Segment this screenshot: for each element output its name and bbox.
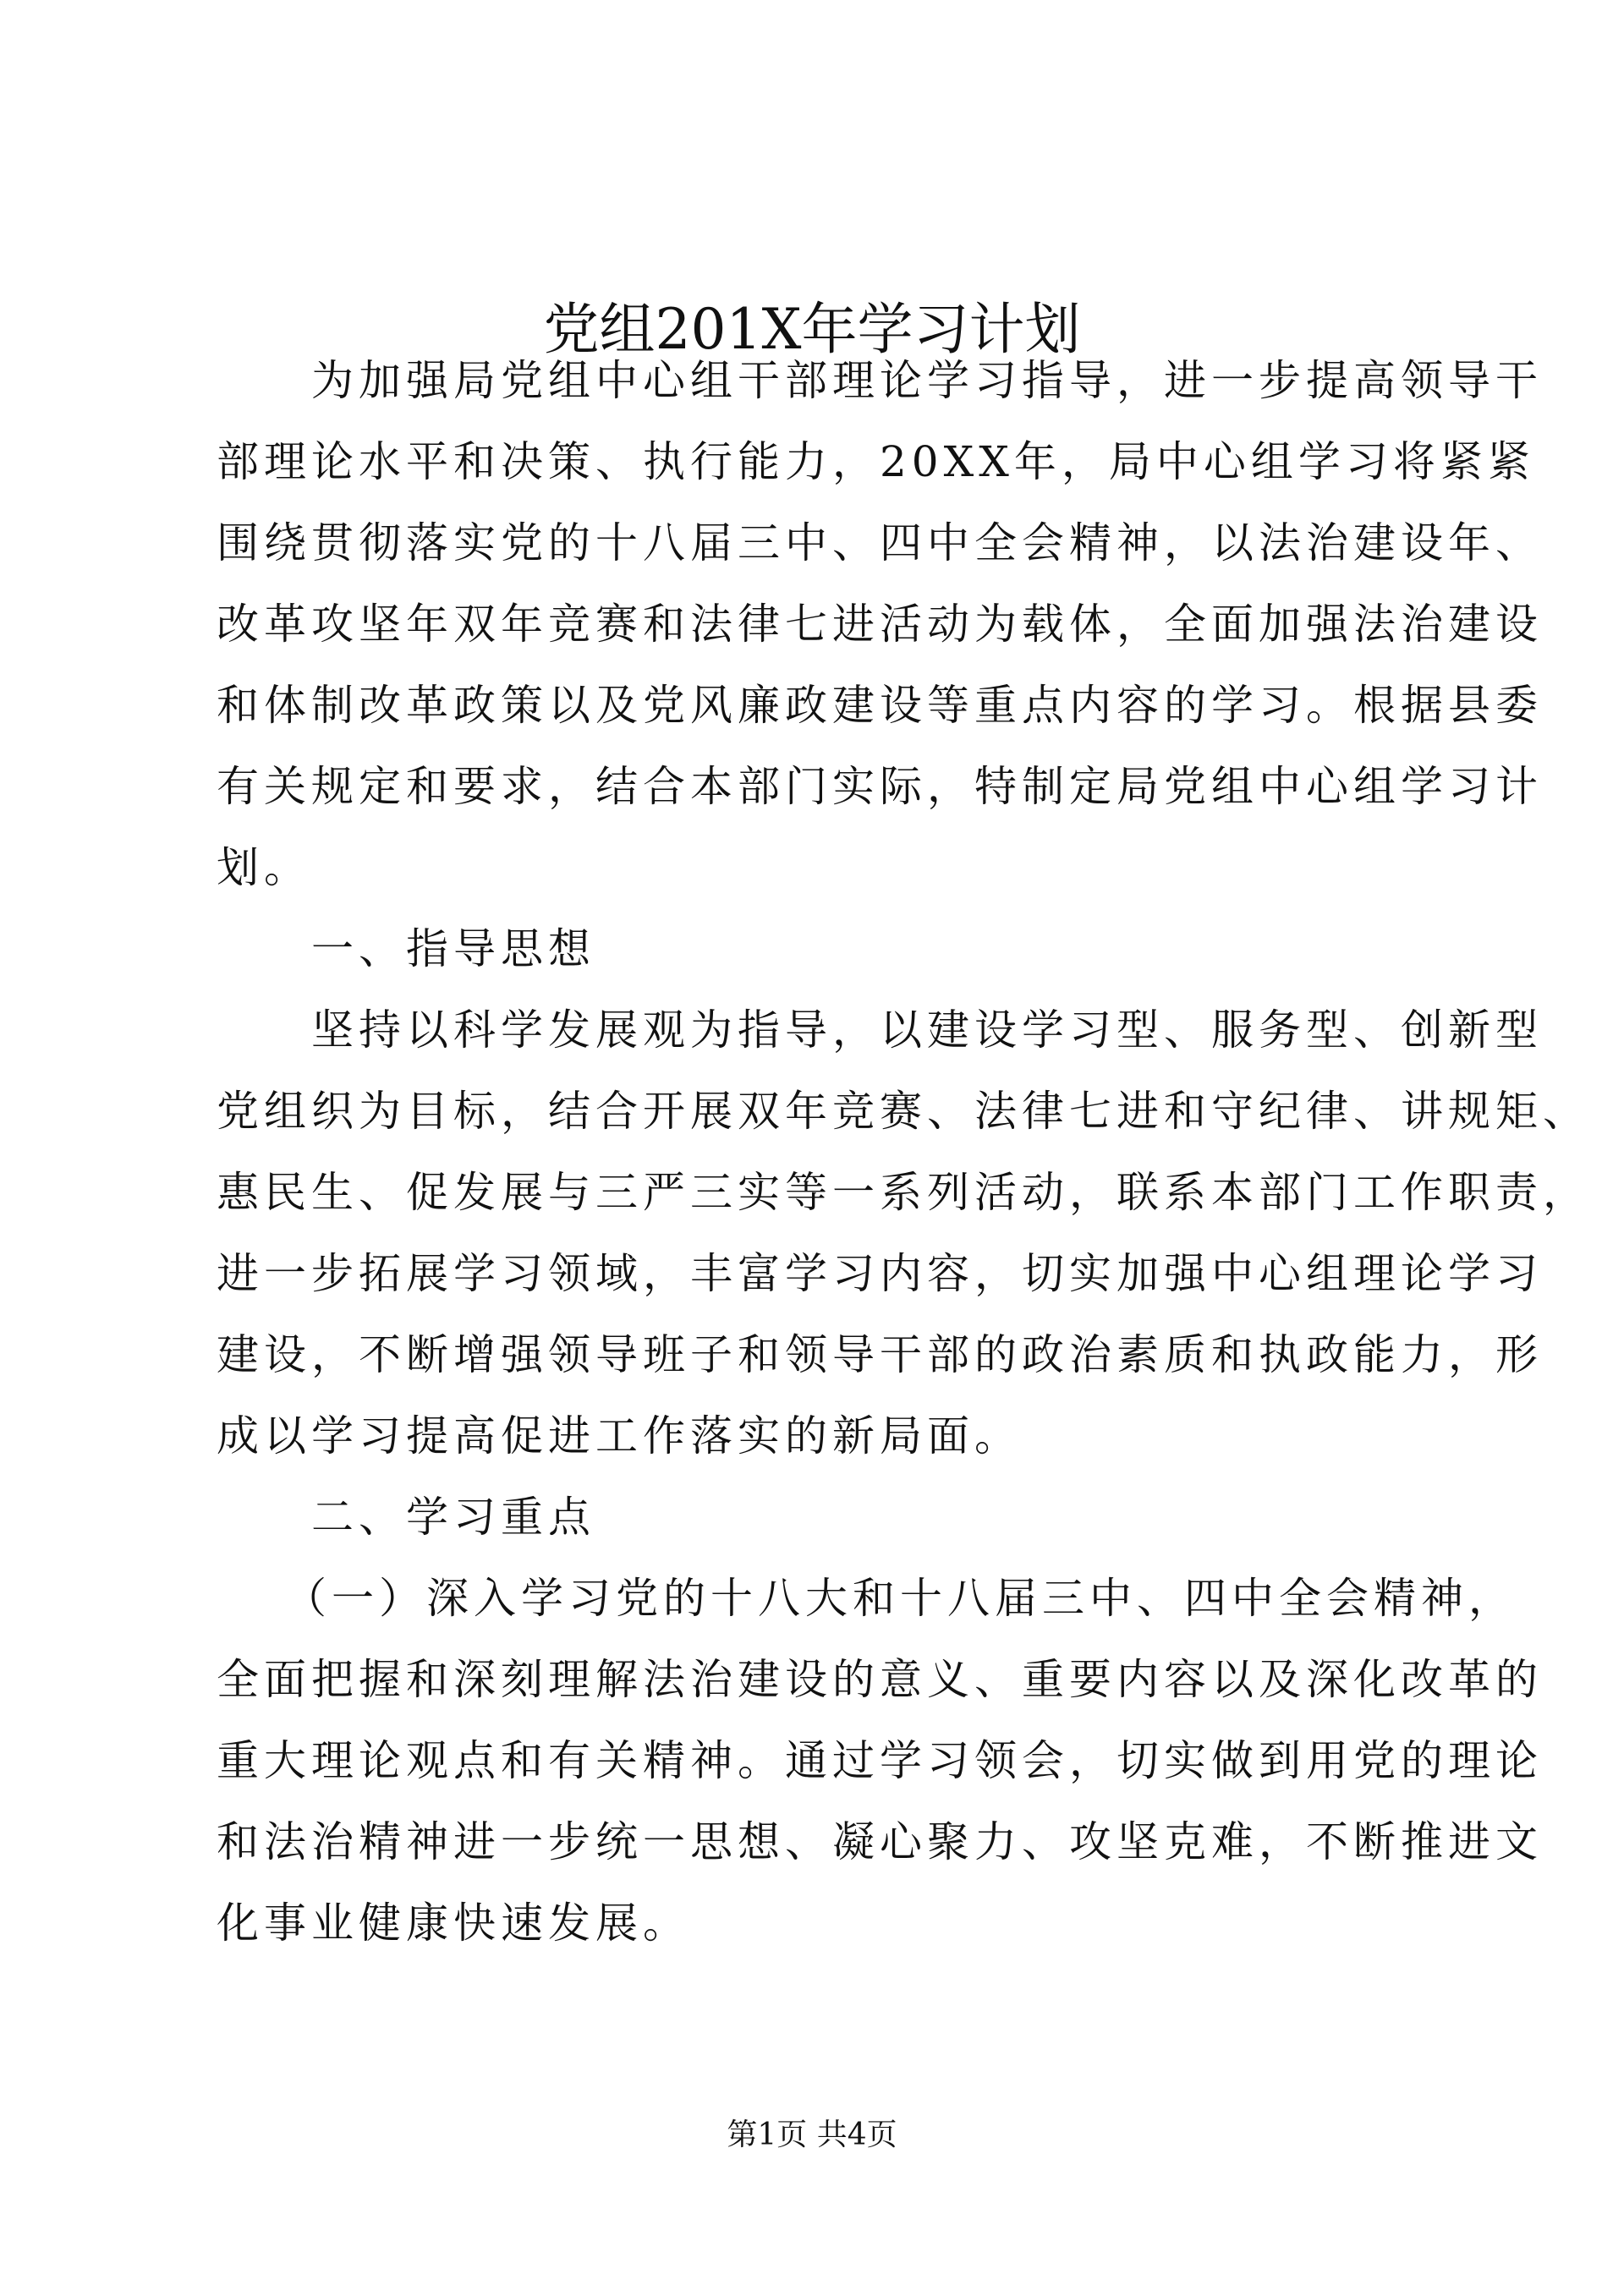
- paragraph-line: 建设，不断增强领导班子和领导干部的政治素质和执政能力，形: [217, 1330, 1543, 1379]
- intro-paragraph: [217, 340, 1543, 908]
- page-number-footer: 第1页 共4页: [727, 2118, 897, 2152]
- document-body: [217, 340, 1590, 1964]
- document-title: 党组201X年学习计划: [543, 297, 1081, 362]
- paragraph-line: 化事业健康快速发展。: [217, 1899, 690, 1948]
- paragraph-line: 和法治精神进一步统一思想、凝心聚力、攻坚克难，不断推进文: [217, 1817, 1543, 1866]
- paragraph-line: 进一步拓展学习领域，丰富学习内容，切实加强中心组理论学习: [217, 1249, 1543, 1298]
- paragraph-line: 部理论水平和决策、执行能力，20XX年，局中心组学习将紧紧: [217, 437, 1535, 486]
- paragraph-line: 划。: [217, 843, 311, 892]
- paragraph-line: 围绕贯彻落实党的十八届三中、四中全会精神，以法治建设年、: [217, 518, 1543, 567]
- study-focus-paragraph: [217, 1558, 1543, 1964]
- paragraph-line: 为加强局党组中心组干部理论学习指导，进一步提高领导干: [311, 356, 1543, 405]
- paragraph-line: 党组织为目标，结合开展双年竞赛、法律七进和守纪律、讲规矩、: [217, 1087, 1590, 1136]
- paragraph-line: 改革攻坚年双年竞赛和法律七进活动为载体，全面加强法治建设: [217, 600, 1543, 649]
- section-heading-guiding-ideology: 一、指导思想: [311, 924, 595, 973]
- paragraph-line: 重大理论观点和有关精神。通过学习领会，切实做到用党的理论: [217, 1736, 1543, 1785]
- paragraph-line: 全面把握和深刻理解法治建设的意义、重要内容以及深化改革的: [217, 1655, 1543, 1704]
- paragraph-line: 成以学习提高促进工作落实的新局面。: [217, 1411, 1022, 1460]
- section-heading-study-focus: 二、学习重点: [311, 1493, 595, 1542]
- guiding-ideology-paragraph: [217, 989, 1590, 1477]
- paragraph-line: 坚持以科学发展观为指导，以建设学习型、服务型、创新型: [311, 1006, 1543, 1055]
- paragraph-line: 和体制改革政策以及党风廉政建设等重点内容的学习。根据县委: [217, 681, 1543, 730]
- paragraph-line: （一）深入学习党的十八大和十八届三中、四中全会精神，: [284, 1574, 1516, 1623]
- paragraph-line: 惠民生、促发展与三严三实等一系列活动，联系本部门工作职责，: [217, 1168, 1590, 1217]
- paragraph-line: 有关规定和要求，结合本部门实际，特制定局党组中心组学习计: [217, 762, 1543, 811]
